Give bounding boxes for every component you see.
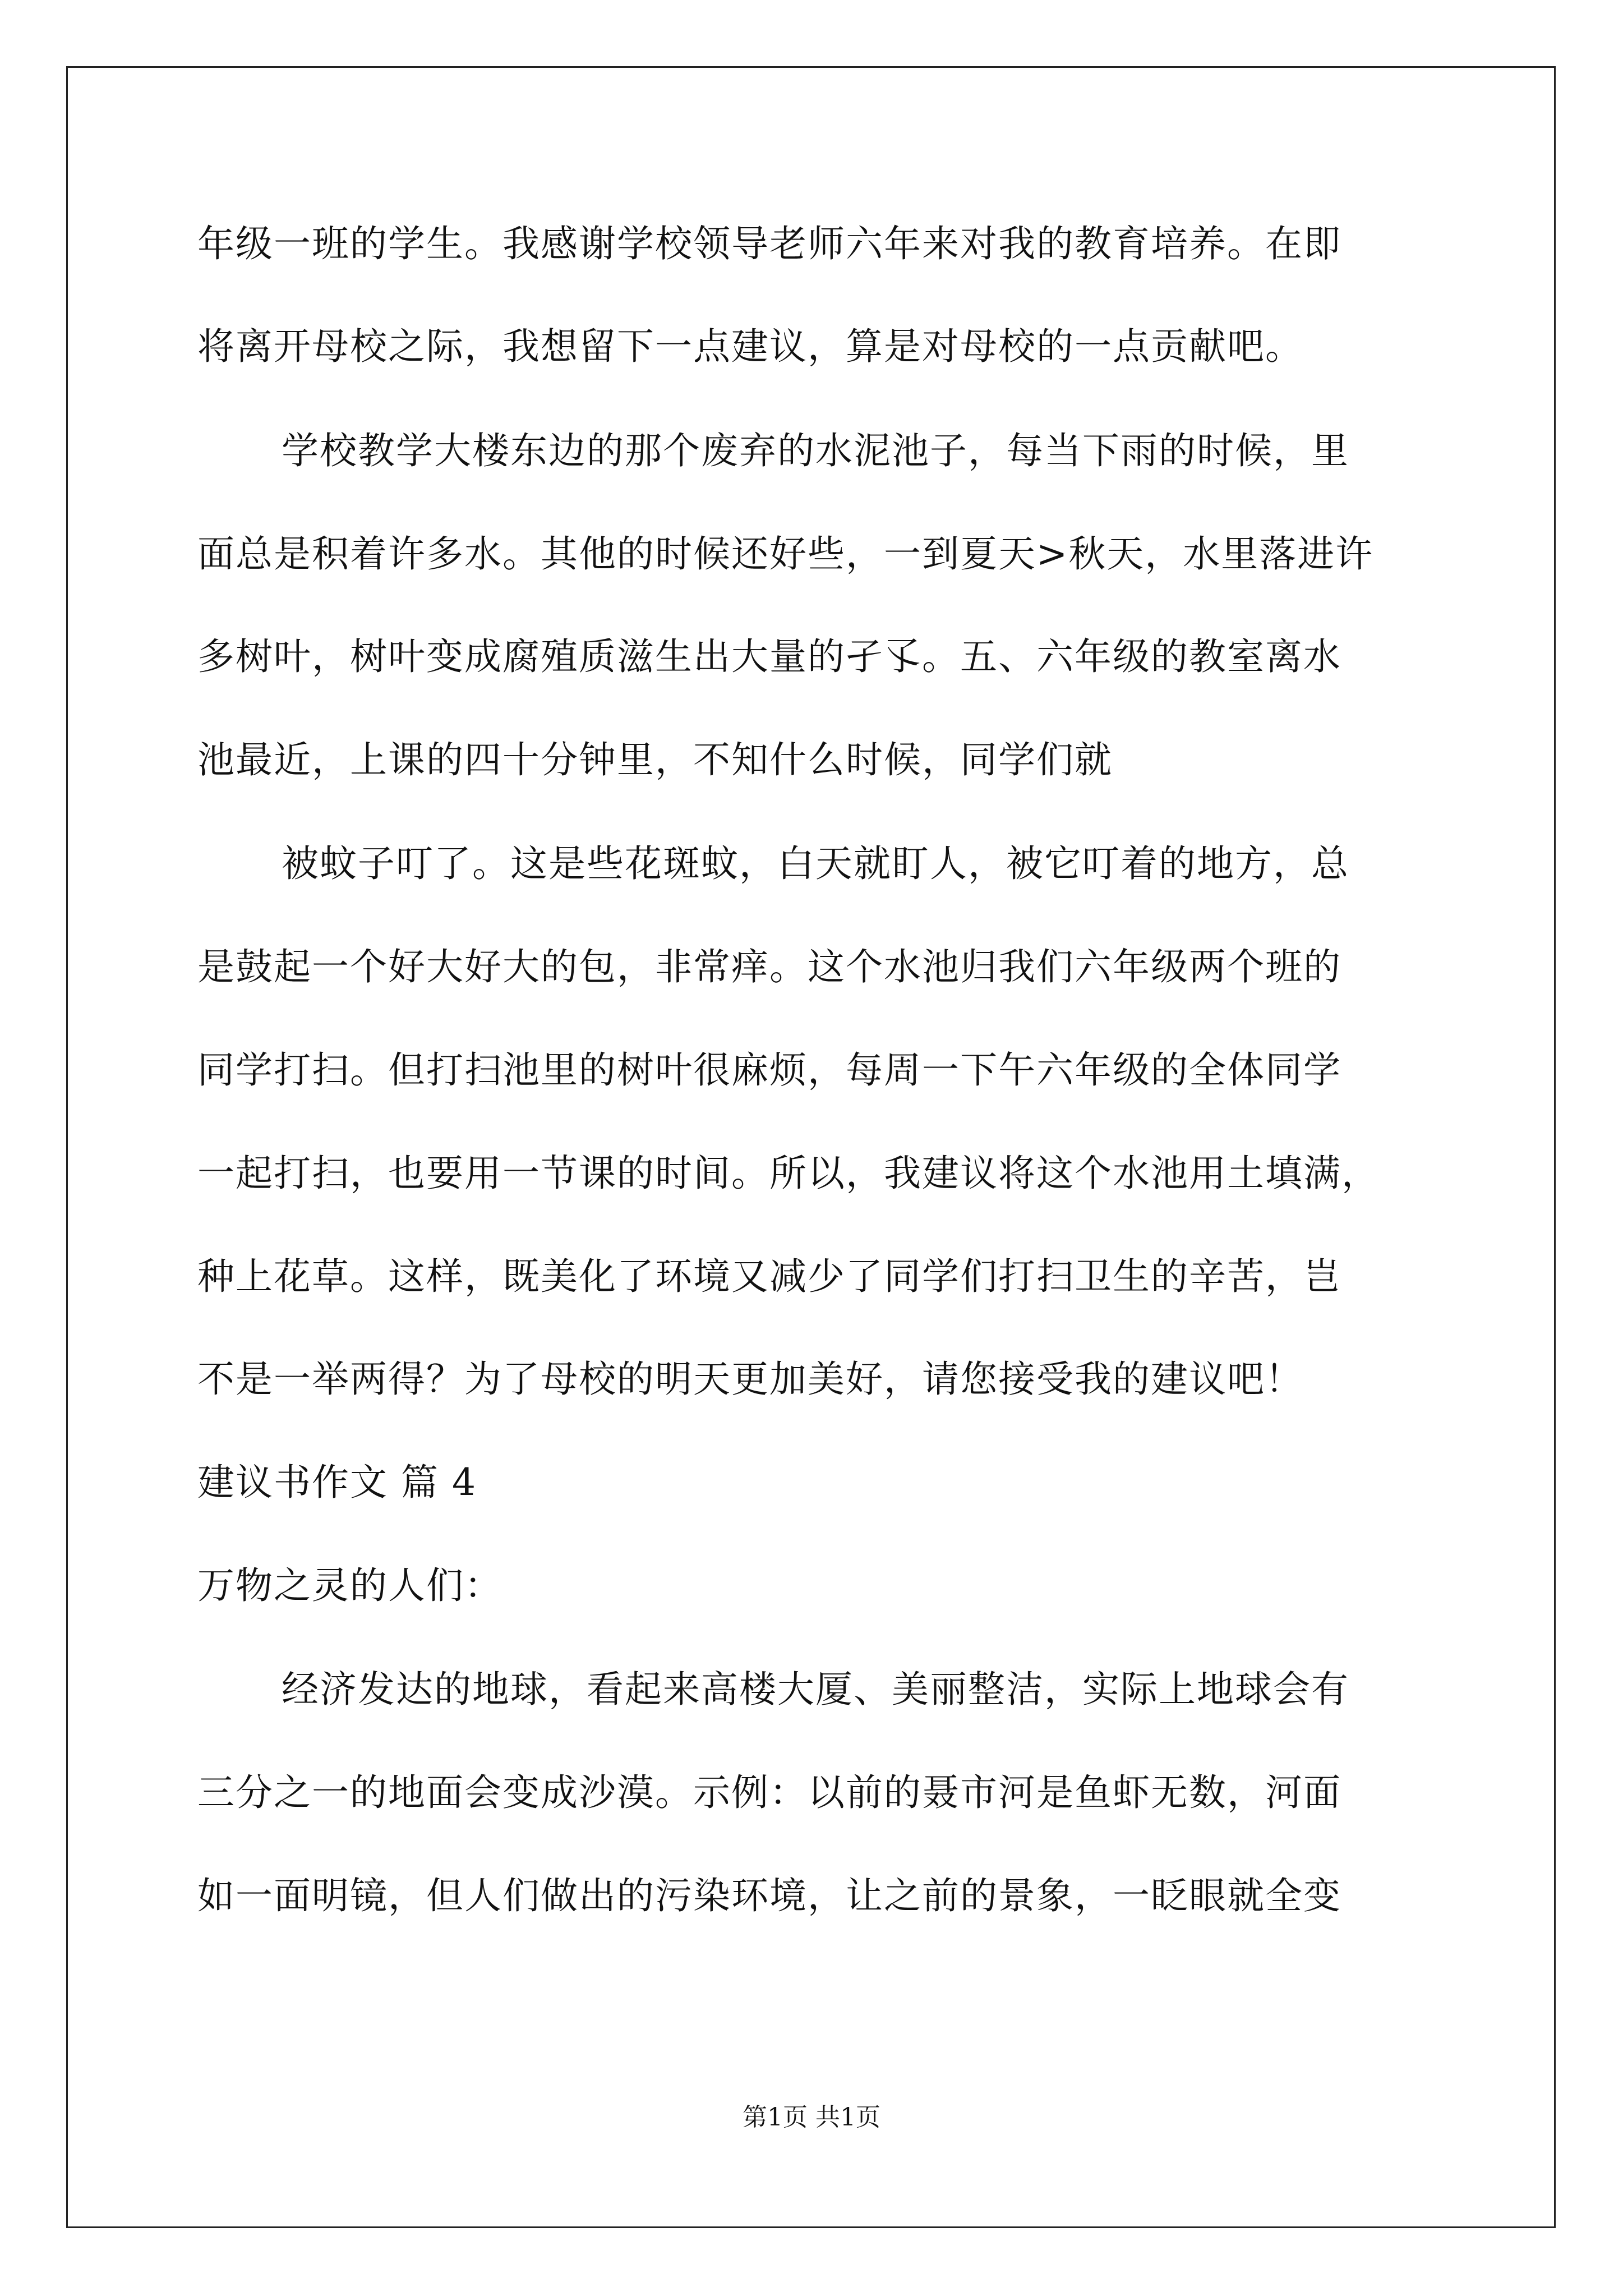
text-line: 三分之一的地面会变成沙漠。示例：以前的聂市河是鱼虾无数，河面: [197, 1771, 1341, 1814]
text-line: 面总是积着许多水。其他的时候还好些，一到夏天>秋天，水里落进许: [197, 532, 1374, 576]
text-line: 种上花草。这样，既美化了环境又减少了同学们打扫卫生的辛苦，岂: [197, 1255, 1341, 1298]
text-line: 不是一举两得？为了母校的明天更加美好，请您接受我的建议吧！: [197, 1358, 1303, 1401]
salutation: 万物之灵的人们：: [197, 1564, 502, 1607]
text-line: 如一面明镜，但人们做出的污染环境，让之前的景象，一眨眼就全变: [197, 1874, 1341, 1917]
text-line: 年级一班的学生。我感谢学校领导老师六年来对我的教育培养。在即: [197, 222, 1341, 265]
text-line: 一起打扫，也要用一节课的时间。所以，我建议将这个水池用土填满，: [197, 1152, 1380, 1195]
page-footer: 第1页 共1页: [743, 2103, 880, 2132]
text-line: 同学打扫。但打扫池里的树叶很麻烦，每周一下午六年级的全体同学: [197, 1048, 1341, 1092]
paragraph-first-line: 学校教学大楼东边的那个废弃的水泥池子，每当下雨的时候，里: [282, 429, 1349, 472]
section-heading: 建议书作文 篇 4: [197, 1461, 477, 1504]
paragraph-first-line: 经济发达的地球，看起来高楼大厦、美丽整洁，实际上地球会有: [282, 1668, 1349, 1711]
text-line: 多树叶，树叶变成腐殖质滋生出大量的孑孓。五、六年级的教室离水: [197, 635, 1341, 678]
text-line: 池最近，上课的四十分钟里，不知什么时候，同学们就: [197, 738, 1113, 781]
text-line: 将离开母校之际，我想留下一点建议，算是对母校的一点贡献吧。: [197, 325, 1303, 368]
paragraph-first-line: 被蚊子叮了。这是些花斑蚊，白天就盯人，被它叮着的地方，总: [282, 842, 1349, 885]
text-line: 是鼓起一个好大好大的包，非常痒。这个水池归我们六年级两个班的: [197, 945, 1341, 988]
